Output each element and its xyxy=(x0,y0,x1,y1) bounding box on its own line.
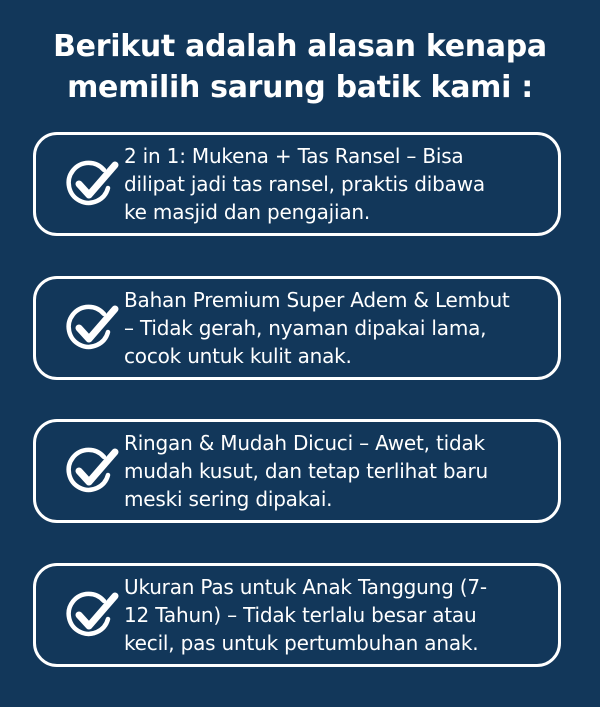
reason-line: 2 in 1: Mukena + Tas Ransel – Bisa xyxy=(124,144,464,168)
reason-line: ke masjid dan pengajian. xyxy=(124,200,371,224)
reason-line: mudah kusut, dan tetap terlihat baru xyxy=(124,459,488,483)
reason-line: Bahan Premium Super Adem & Lembut xyxy=(124,288,510,312)
reason-text xyxy=(124,286,548,370)
reason-card-1 xyxy=(33,132,561,236)
reason-card-4 xyxy=(33,563,561,667)
title-line-2: memilih sarung batik kami : xyxy=(67,70,533,105)
reason-line: Ringan & Mudah Dicuci – Awet, tidak xyxy=(124,431,485,455)
page-title xyxy=(0,26,600,108)
reason-text xyxy=(124,142,548,226)
reason-text xyxy=(124,429,548,513)
reason-line: kecil, pas untuk pertumbuhan anak. xyxy=(124,631,479,655)
check-circle-icon xyxy=(64,158,120,210)
reason-text xyxy=(124,573,548,657)
reason-card-2 xyxy=(33,276,561,380)
reason-card-3 xyxy=(33,419,561,523)
reason-line: 12 Tahun) – Tidak terlalu besar atau xyxy=(124,603,477,627)
reason-line: – Tidak gerah, nyaman dipakai lama, xyxy=(124,316,487,340)
check-circle-icon xyxy=(64,589,120,641)
reason-line: cocok untuk kulit anak. xyxy=(124,344,352,368)
check-circle-icon xyxy=(64,445,120,497)
check-circle-icon xyxy=(64,302,120,354)
title-line-1: Berikut adalah alasan kenapa xyxy=(53,29,547,64)
reason-line: Ukuran Pas untuk Anak Tanggung (7- xyxy=(124,575,487,599)
reason-line: dilipat jadi tas ransel, praktis dibawa xyxy=(124,172,485,196)
reason-line: meski sering dipakai. xyxy=(124,487,333,511)
